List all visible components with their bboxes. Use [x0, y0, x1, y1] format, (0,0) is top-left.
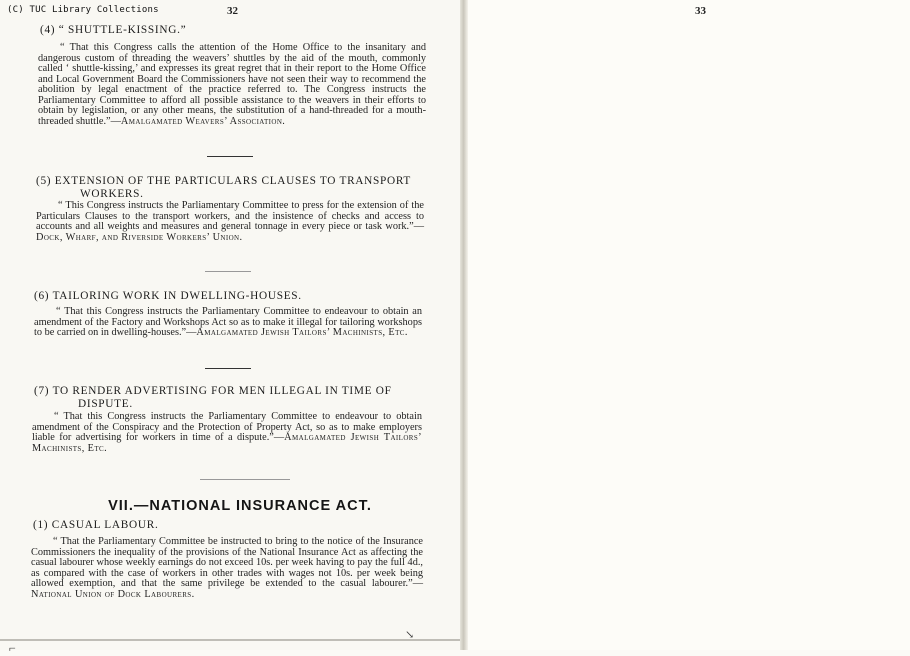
item-6-heading: (6) TAILORING WORK IN DWELLING-HOUSES.	[34, 290, 302, 302]
margin-tick-mark: ⌐	[9, 641, 16, 655]
separator-rule	[205, 368, 251, 369]
item-4-text: “ That this Congress calls the attention of the Home Office to the insanitary and dangerous custom of threading the weavers’ shuttles by the aid of the mouth, commonly called ‘ shuttle-kissing,’ and expresses its great regret that in their report to the Home Office and Local Government Board the Commissioners have not seen their way to recommend the abolition by legal enactment of the practice referred to. The Congress instructs the Parliamentary Committee to afford all possible assistance to the weavers in their efforts to obtain by legislation, or any other means, the substitution of a hand-threaded for a mouth-threaded shuttle.”—	[38, 42, 426, 127]
item-5-text: “ This Congress instructs the Parliamentary Committee to press for the extension of the Particulars Clauses to the transport workers, and the insistence of checks and access to accounts and all weights and measures and general tonnage in every piece or task work.”—	[36, 200, 424, 232]
item-7-heading-text: (7) TO RENDER ADVERTISING FOR MEN ILLEGAL IN TIME OF DISPUTE.	[34, 385, 392, 410]
item-5-credit: Dock, Wharf, and Riverside Workers’ Union.	[36, 231, 243, 243]
section-item-heading: (1) CASUAL LABOUR.	[33, 519, 159, 531]
section-item-credit: National Union of Dock Labourers.	[31, 588, 195, 600]
section-title: VII.—NATIONAL INSURANCE ACT.	[108, 498, 372, 514]
section-item-paragraph	[31, 537, 423, 600]
separator-rule	[200, 479, 290, 480]
copyright-watermark: (C) TUC Library Collections	[7, 5, 159, 15]
item-7-paragraph	[32, 412, 422, 454]
item-5-heading-text: (5) EXTENSION OF THE PARTICULARS CLAUSES TO TRANSPORT WORKERS.	[36, 175, 411, 200]
separator-rule	[205, 271, 251, 272]
item-5-paragraph	[36, 201, 424, 243]
book-gutter	[460, 0, 468, 650]
left-page-number: 32	[227, 5, 238, 17]
section-item-text: “ That the Parliamentary Committee be instructed to bring to the notice of the Insurance Commissioners the inequality of the provisions of the National Insurance Act as affecting the casual labourer whose weekly earnings do not exceed 10s. per week having to pay the full 4d., as compared with the case of workers in other trades with wages not 10s. per week being allowed exemption, and that the same privilege be extended to the casual labourer.”—	[31, 536, 423, 589]
item-4-paragraph	[38, 43, 426, 127]
margin-arrow-mark: ↘	[405, 629, 415, 641]
separator-rule	[207, 156, 253, 157]
item-5-heading	[36, 175, 431, 201]
right-page	[466, 0, 910, 650]
item-7-credit: Amalgamated Jewish Tailors’ Machinists, Etc.	[32, 432, 422, 454]
item-6-paragraph	[34, 307, 422, 339]
item-6-text: “ That this Congress instructs the Parliamentary Committee to endeavour to obtain an amendment of the Factory and Workshops Act so as to make it illegal for tailoring workshops to be carried on in dwelling-houses.”—	[34, 306, 422, 338]
right-page-number: 33	[695, 5, 706, 17]
item-6-credit: Amalgamated Jewish Tailors’ Machinists, Etc.	[196, 327, 408, 338]
item-4-credit: Amalgamated Weavers’ Association.	[120, 115, 286, 127]
item-4-heading: (4) “ SHUTTLE-KISSING.”	[40, 24, 187, 36]
page-bottom-edge	[0, 639, 460, 641]
item-7-heading	[34, 385, 429, 411]
item-7-text: “ That this Congress instructs the Parliamentary Committee to endeavour to obtain amendment of the Conspiracy and the Protection of Property Act, so as to make employers liable for advertising for workers in time of a dispute.”—	[32, 411, 422, 443]
